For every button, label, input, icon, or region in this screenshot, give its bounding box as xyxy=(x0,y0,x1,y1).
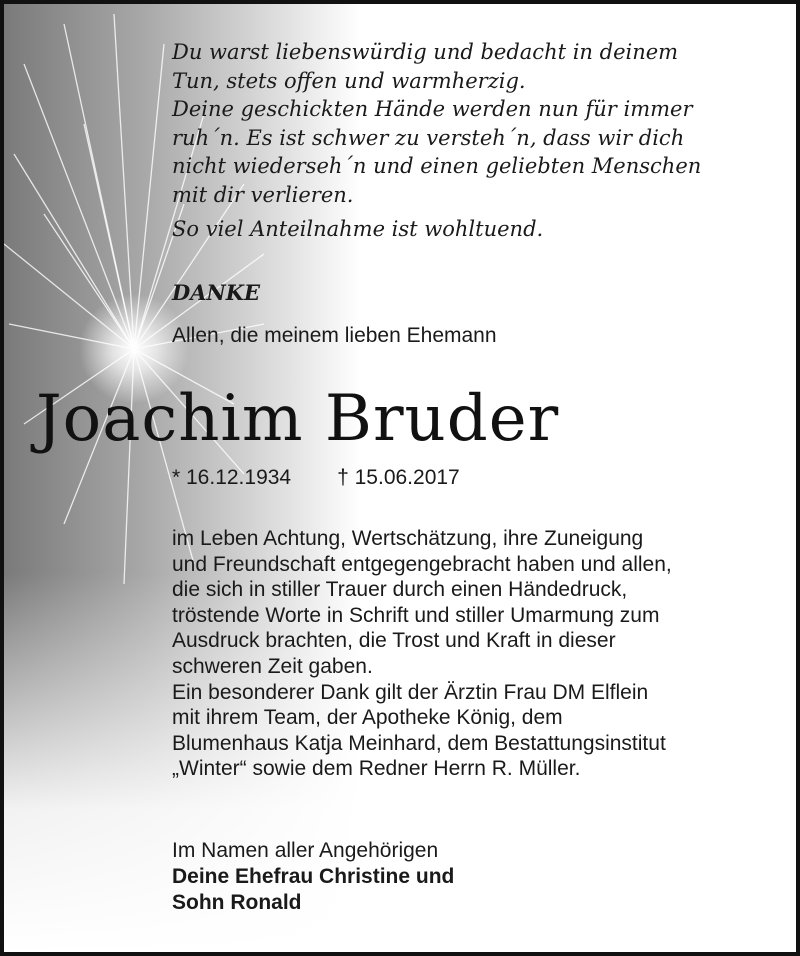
poem-line: mit dir verlieren. xyxy=(172,182,354,207)
signature-line-1: Deine Ehefrau Christine und xyxy=(172,865,455,888)
body-line: und Freundschaft entgegengebracht haben und allen, xyxy=(172,552,672,576)
signature xyxy=(172,838,454,916)
death-date: † 15.06.2017 xyxy=(337,466,460,489)
heading-danke: DANKE xyxy=(172,280,260,305)
thanks-body xyxy=(172,526,772,782)
poem-line: nicht wiederseh´n und einen geliebten Menschen xyxy=(172,154,702,178)
body-line: Ein besonderer Dank gilt der Ärztin Frau DM Elflein xyxy=(172,680,649,704)
body-line: die sich in stiller Trauer durch einen Händedruck, xyxy=(172,578,628,602)
deceased-name: Joachim Bruder xyxy=(36,382,560,456)
poem-line: Tun, stets offen und warmherzig. xyxy=(172,68,526,93)
poem xyxy=(172,38,782,244)
body-line: mit ihrem Team, der Apotheke König, dem xyxy=(172,706,563,730)
poem-verse xyxy=(172,38,782,209)
body-line: tröstende Worte in Schrift und stiller Umarmung zum xyxy=(172,603,660,627)
life-dates xyxy=(172,466,460,490)
intro-text: Allen, die meinem lieben Ehemann xyxy=(172,324,497,347)
poem-line: Deine geschickten Hände werden nun für immer xyxy=(172,97,693,121)
birth-date: * 16.12.1934 xyxy=(172,466,292,489)
signature-intro: Im Namen aller Angehörigen xyxy=(172,839,439,862)
body-line: Ausdruck brachten, die Trost und Kraft in dieser xyxy=(172,629,616,653)
body-line: „Winter“ sowie dem Redner Herrn R. Müller. xyxy=(172,757,581,781)
poem-line: ruh´n. Es ist schwer zu versteh´n, dass wir dich xyxy=(172,125,685,150)
poem-closing: So viel Anteilnahme ist wohltuend. xyxy=(172,217,544,241)
body-line: schweren Zeit gaben. xyxy=(172,654,373,678)
poem-line: Du warst liebenswürdig und bedacht in deinem xyxy=(172,40,679,64)
body-line: im Leben Achtung, Wertschätzung, ihre Zuneigung xyxy=(172,527,644,550)
obituary-content xyxy=(4,4,796,952)
signature-line-2: Sohn Ronald xyxy=(172,891,302,914)
body-line: Blumenhaus Katja Meinhard, dem Bestattungsinstitut xyxy=(172,731,666,755)
